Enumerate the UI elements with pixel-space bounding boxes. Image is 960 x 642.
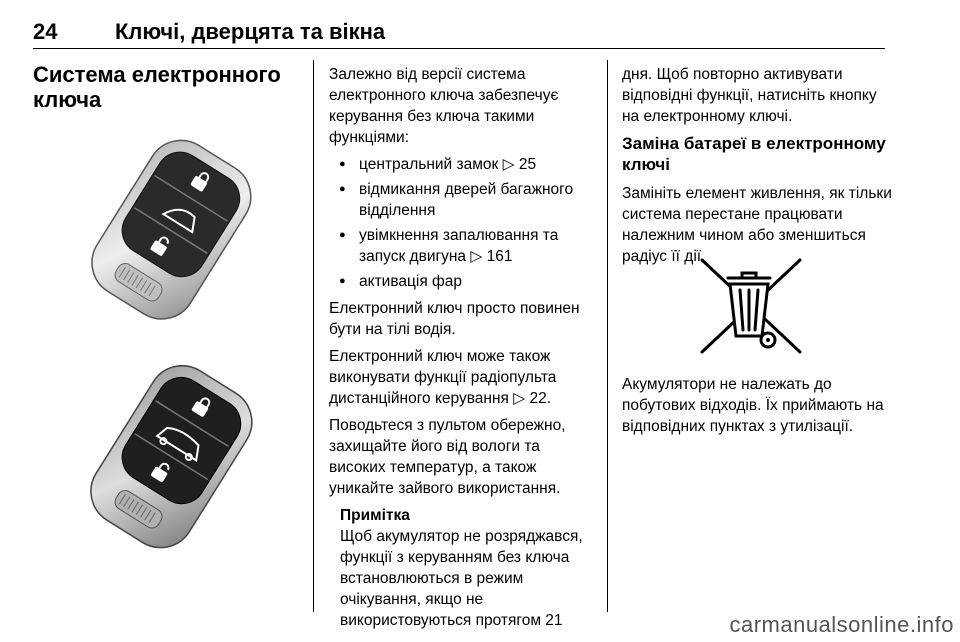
paragraph-remote-function: Електронний ключ може також виконувати функції радіопульта дистанційного керування ▷ 22. <box>329 348 557 407</box>
list-item: ● відмикання дверей багажного відділення <box>329 179 599 221</box>
page-ref: 25 <box>518 156 537 173</box>
list-item: ● центральний замок ▷ 25 <box>329 154 599 175</box>
list-item: ● увімкнення запалювання та запуск двигуна ▷ 161 <box>329 225 599 267</box>
note-text: Щоб акумулятор не розряджався, функції з керуванням без ключа встановлюються в режим очікування, якщо не використовуються протягом 21 <box>340 528 583 629</box>
intro-paragraph: Залежно від версії система електронного ключа забезпечує керування без ключа такими функціями: <box>329 66 559 146</box>
column-1 <box>33 62 293 112</box>
note-title: Примітка <box>340 507 410 524</box>
column-3 <box>622 64 892 273</box>
subsection-title: Заміна батареї в електронному ключі <box>622 134 886 174</box>
chapter-title: Ключі, дверцята та вікна <box>115 19 386 44</box>
crossed-bin-icon <box>696 256 806 356</box>
list-item: ● активація фар <box>329 271 599 292</box>
page-ref-icon: ▷ <box>470 248 483 265</box>
header-rule <box>33 48 885 49</box>
page-ref: 161 <box>486 248 513 265</box>
key-fob-image-1 <box>68 135 273 325</box>
paragraph-care: Поводьтеся з пультом обережно, захищайте його від вологи та високих температур, а також уникайте зайвого використання. <box>329 417 566 497</box>
page-ref-icon: ▷ <box>502 156 515 173</box>
note-continuation: дня. Щоб повторно активувати відповідні функції, натисніть кнопку на електронному ключі. <box>622 66 877 125</box>
column-2 <box>329 64 599 631</box>
section-title <box>33 62 293 112</box>
page-ref: 22. <box>529 390 552 407</box>
feature-list <box>329 154 599 292</box>
section-title-line1: Система електронного <box>33 62 281 87</box>
column-divider-2 <box>607 60 608 612</box>
column-divider-1 <box>313 60 314 612</box>
paragraph-disposal: Акумулятори не належать до побутових відходів. Їх приймають на відповідних пунктах з утилізації. <box>622 376 884 435</box>
watermark: carmanualsonline.info <box>729 612 954 637</box>
page-number: 24 <box>33 19 58 44</box>
paragraph-replace-battery: Замініть елемент живлення, як тільки система перестане працювати належним чином або зменшиться радіус її дії. <box>622 185 892 265</box>
page-header <box>33 10 885 50</box>
key-fob-image-2 <box>68 360 273 555</box>
column-3-lower <box>622 374 892 437</box>
page-ref-icon: ▷ <box>513 390 526 407</box>
section-title-line2: ключа <box>33 87 102 112</box>
paragraph-body-carry: Електронний ключ просто повинен бути на тілі водія. <box>329 300 580 338</box>
note-box <box>329 505 599 631</box>
